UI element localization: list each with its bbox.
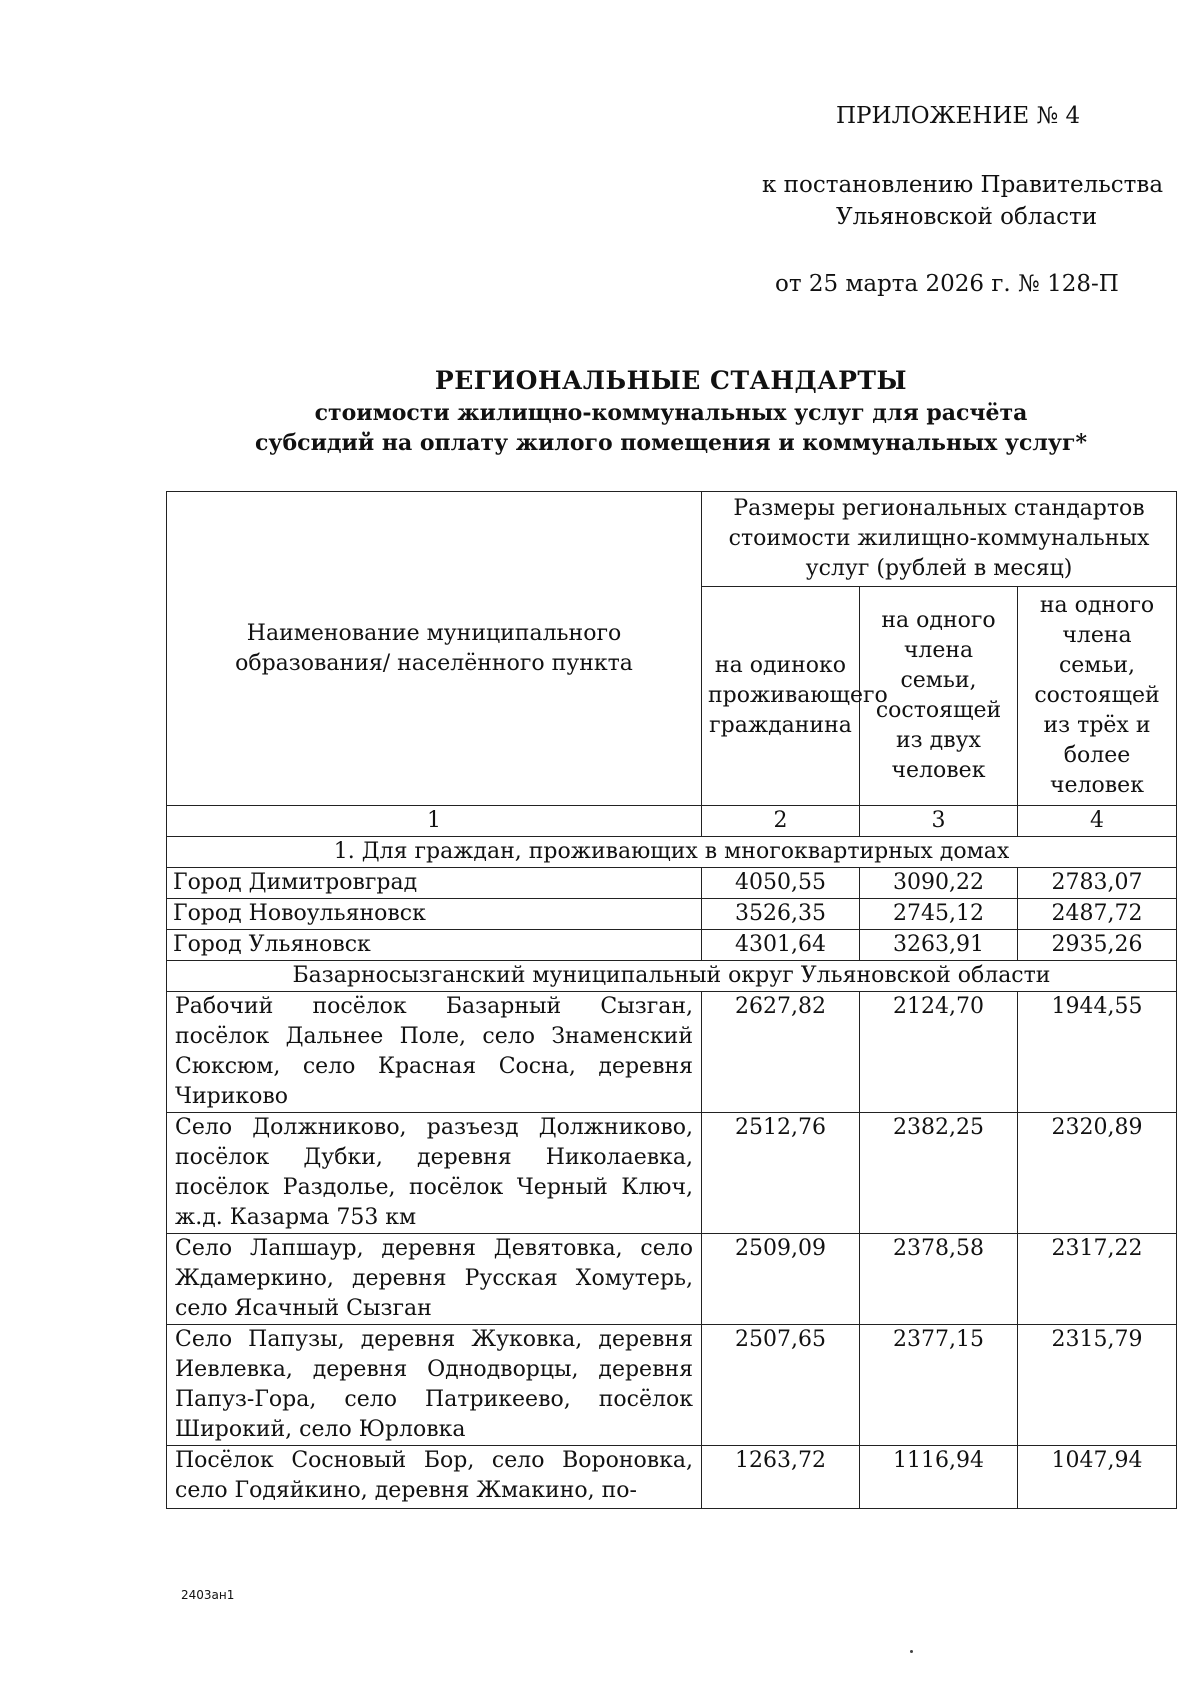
document-subtitle-line2: субсидий на оплату жилого помещения и коммунальных услуг*: [255, 430, 1087, 456]
value-single: 3526,35: [702, 899, 860, 930]
value-single: 2512,76: [702, 1113, 860, 1234]
header-standard-sizes: Размеры региональных стандартов стоимости жилищно-коммунальных услуг (рублей в месяц): [702, 492, 1177, 587]
value-single: 1263,72: [702, 1446, 860, 1509]
table-row: [167, 1325, 1177, 1446]
table-row: [167, 1234, 1177, 1325]
document-code: 2403ан1: [181, 1588, 235, 1602]
value-single: 2627,82: [702, 992, 860, 1113]
district-row: [167, 961, 1177, 992]
resolution-reference-line2: Ульяновской области: [836, 204, 1098, 230]
header-col-two-persons: на одного члена семьи, состоящей из двух человек: [860, 587, 1018, 806]
resolution-date-number: от 25 марта 2026 г. № 128-П: [775, 271, 1119, 297]
value-three-plus: 2315,79: [1018, 1325, 1177, 1446]
municipality-name: Город Ульяновск: [167, 930, 702, 961]
document-subtitle-line1: стоимости жилищно-коммунальных услуг для расчёта: [314, 400, 1028, 426]
column-number: 1: [167, 806, 702, 837]
section-apartment-buildings: 1. Для граждан, проживающих в многоквартирных домах: [167, 837, 1177, 868]
column-number: 2: [702, 806, 860, 837]
table-row: [167, 1113, 1177, 1234]
scan-speck: [910, 1650, 913, 1653]
value-two-persons: 2382,25: [860, 1113, 1018, 1234]
header-col-single: на одиноко проживающего гражданина: [702, 587, 860, 806]
settlement-names: Село Папузы, деревня Жуковка, деревня Иевлевка, деревня Однодворцы, деревня Папуз-Гора, село Патрикеево, посёлок Широкий, село Юрловка: [167, 1325, 702, 1446]
value-three-plus: 2783,07: [1018, 868, 1177, 899]
value-single: 2507,65: [702, 1325, 860, 1446]
document-title: РЕГИОНАЛЬНЫЕ СТАНДАРТЫ: [434, 366, 908, 395]
column-number: 4: [1018, 806, 1177, 837]
table-header-row: [167, 492, 1177, 587]
settlement-names: Село Должниково, разъезд Должниково, посёлок Дубки, деревня Николаевка, посёлок Раздолье, посёлок Черный Ключ, ж.д. Казарма 753 км: [167, 1113, 702, 1234]
section-row: [167, 837, 1177, 868]
standards-table: [166, 491, 1177, 1509]
settlement-names: Село Лапшаур, деревня Девятовка, село Ждамеркино, деревня Русская Хомутерь, село Ясачный Сызган: [167, 1234, 702, 1325]
table-row-continued: [167, 1446, 1177, 1509]
value-three-plus: 2487,72: [1018, 899, 1177, 930]
value-two-persons: 3090,22: [860, 868, 1018, 899]
value-single: 2509,09: [702, 1234, 860, 1325]
column-number: 3: [860, 806, 1018, 837]
value-two-persons: 2377,15: [860, 1325, 1018, 1446]
table-row: [167, 992, 1177, 1113]
column-number-row: [167, 806, 1177, 837]
value-three-plus: 2317,22: [1018, 1234, 1177, 1325]
value-three-plus: 2320,89: [1018, 1113, 1177, 1234]
municipality-name: Город Новоульяновск: [167, 899, 702, 930]
header-col-three-plus: на одного члена семьи, состоящей из трёх и более человек: [1018, 587, 1177, 806]
value-single: 4301,64: [702, 930, 860, 961]
value-single: 4050,55: [702, 868, 860, 899]
value-three-plus: 2935,26: [1018, 930, 1177, 961]
value-three-plus: 1047,94: [1018, 1446, 1177, 1509]
municipality-name: Город Димитровград: [167, 868, 702, 899]
settlement-names: Рабочий посёлок Базарный Сызган, посёлок Дальнее Поле, село Знаменский Сюксюм, село Красная Сосна, деревня Чириково: [167, 992, 702, 1113]
value-two-persons: 2124,70: [860, 992, 1018, 1113]
district-bazarnosyzgansky: Базарносызганский муниципальный округ Ульяновской области: [167, 961, 1177, 992]
value-three-plus: 1944,55: [1018, 992, 1177, 1113]
value-two-persons: 2745,12: [860, 899, 1018, 930]
table-row: [167, 930, 1177, 961]
value-two-persons: 1116,94: [860, 1446, 1018, 1509]
value-two-persons: 2378,58: [860, 1234, 1018, 1325]
header-municipality-name: Наименование муниципального образования/ населённого пункта: [167, 492, 702, 806]
table-row: [167, 868, 1177, 899]
settlement-names: Посёлок Сосновый Бор, село Вороновка, село Годяйкино, деревня Жмакино, по-: [167, 1446, 702, 1509]
resolution-reference-line1: к постановлению Правительства: [762, 172, 1164, 198]
table-row: [167, 899, 1177, 930]
appendix-number: ПРИЛОЖЕНИЕ № 4: [836, 103, 1081, 129]
value-two-persons: 3263,91: [860, 930, 1018, 961]
